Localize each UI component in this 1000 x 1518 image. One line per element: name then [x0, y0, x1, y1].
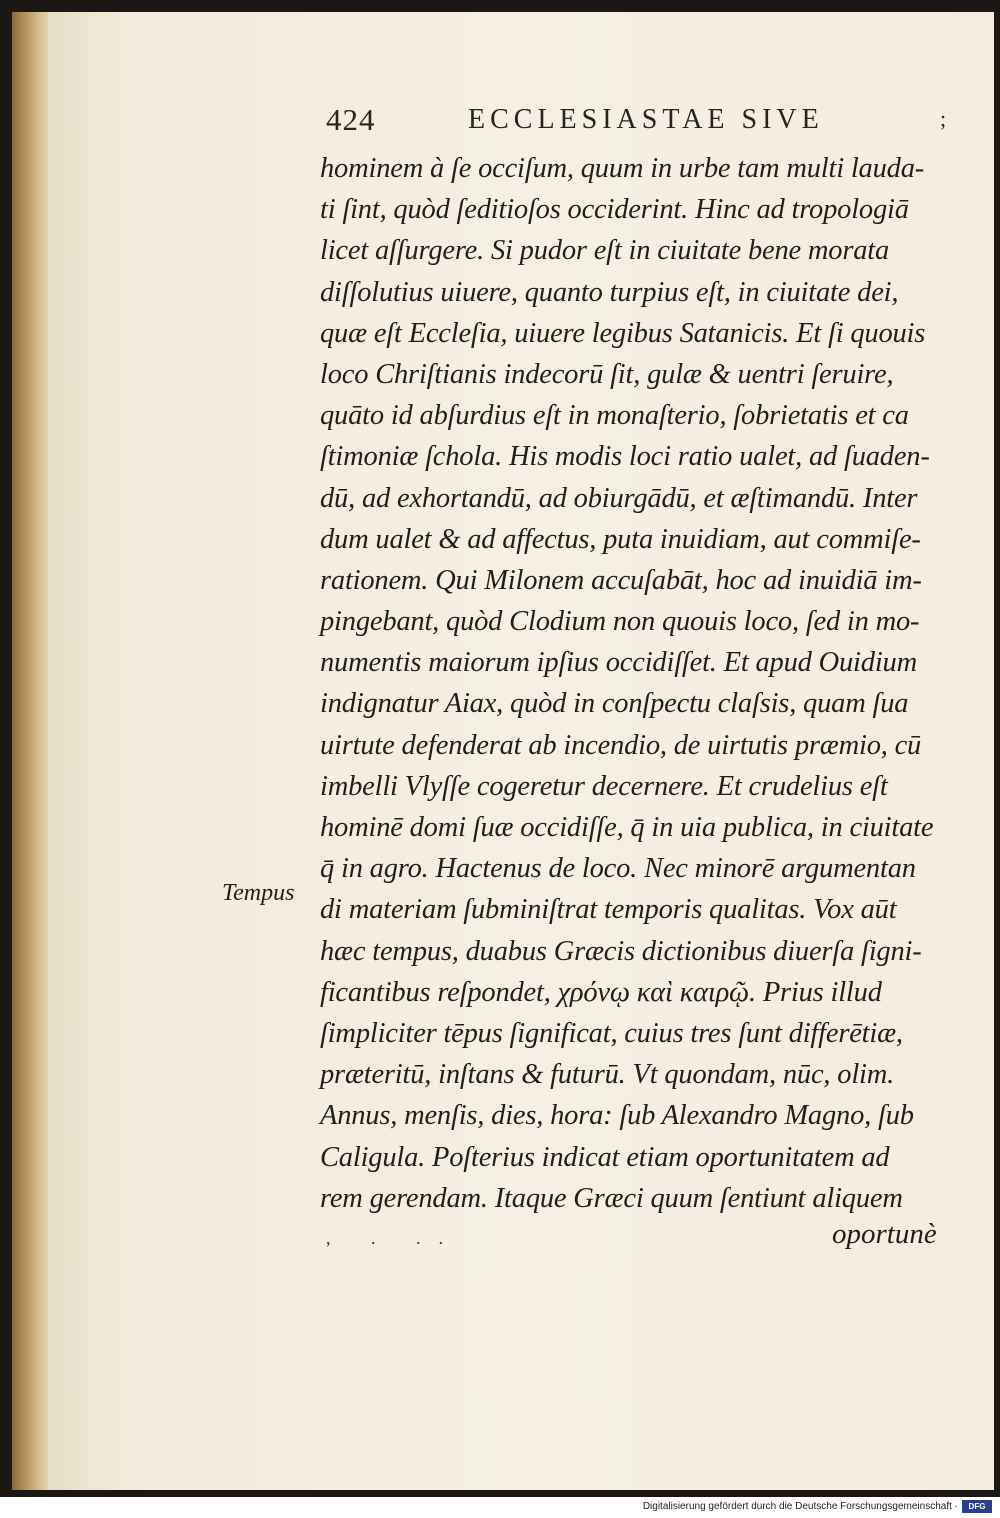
margin-note: Tempus [222, 880, 295, 906]
page-gutter-edge [12, 12, 52, 1490]
text-line: uirtute defenderat ab incendio, de uirtutis præmio, cū [320, 729, 922, 761]
running-head [326, 102, 956, 142]
text-line: hominem à ſe occiſum, quum in urbe tam multi lauda- [320, 153, 925, 184]
text-line: ſimpliciter tēpus ſignificat, cuius tres ſunt differētiæ, [320, 1017, 903, 1049]
text-line: rem gerendam. Itaque Græci quum ſentiunt aliquem [320, 1182, 903, 1214]
running-head-mark: ; [940, 106, 947, 131]
dfg-logo: DFG [962, 1500, 992, 1513]
text-line: ficantibus reſpondet, χρόνῳ καὶ καιρῷ. Prius illud [320, 976, 882, 1008]
text-line: quāto id abſurdius eſt in monaſterio, ſobrietatis et ca [320, 400, 909, 432]
text-line: Caligula. Poſterius indicat etiam oportunitatem ad [320, 1141, 890, 1173]
text-line: ſtimoniæ ſchola. His modis loci ratio ualet, ad ſuaden- [320, 441, 930, 473]
text-line: hæc tempus, duabus Græcis dictionibus diuerſa ſigni- [320, 935, 922, 967]
text-line: hominē domi ſuæ occidiſſe, q̄ in uia publica, in ciuitate [320, 812, 934, 843]
catchword: oportunè [832, 1218, 937, 1250]
text-line: quæ eſt Eccleſia, uiuere legibus Satanicis. Et ſi quouis [320, 317, 926, 349]
text-line: loco Chriſtianis indecorū ſit, gulæ & uentri ſeruire, [320, 358, 894, 390]
body-text [320, 148, 960, 1219]
page-number: 424 [326, 102, 376, 137]
text-line: dū, ad exhortandū, ad obiurgādū, et æſtimandū. Inter [320, 482, 918, 514]
text-line: dum ualet & ad affectus, puta inuidiam, aut commiſe- [320, 523, 921, 555]
text-line: ti ſint, quòd ſeditioſos occiderint. Hinc ad tropologiā [320, 194, 909, 226]
text-line: licet aſſurgere. Si pudor eſt in ciuitate bene morata [320, 235, 890, 267]
text-line: præteritū, inſtans & futurū. Vt quondam, nūc, olim. [320, 1059, 895, 1091]
running-title: ECCLESIASTAE SIVE [468, 104, 824, 135]
text-line: numentis maiorum ipſius occidiſſet. Et apud Ouidium [320, 647, 917, 679]
digitization-footer [0, 1497, 1000, 1518]
text-line: imbelli Vlyſſe cogeretur decernere. Et crudelius eſt [320, 770, 888, 802]
print-specks: , . .. [326, 1228, 461, 1248]
text-line: di materiam ſubminiſtrat temporis qualitas. Vox aūt [320, 894, 897, 926]
text-line: q̄ in agro. Hactenus de loco. Nec minorē argumentan [320, 853, 916, 885]
text-line: diſſolutius uiuere, quanto turpius eſt, in ciuitate dei, [320, 276, 899, 308]
text-line: rationem. Qui Milonem accuſabāt, hoc ad inuidiā im- [320, 564, 922, 596]
funding-credit: Digitalisierung gefördert durch die Deutsche Forschungsgemeinschaft · [642, 1501, 958, 1512]
text-line: pingebant, quòd Clodium non quouis loco, ſed in mo- [320, 606, 920, 638]
text-line: indignatur Aiax, quòd in conſpectu claſsis, quam ſua [320, 688, 909, 720]
text-line: Annus, menſis, dies, hora: ſub Alexandro Magno, ſub [320, 1100, 914, 1132]
